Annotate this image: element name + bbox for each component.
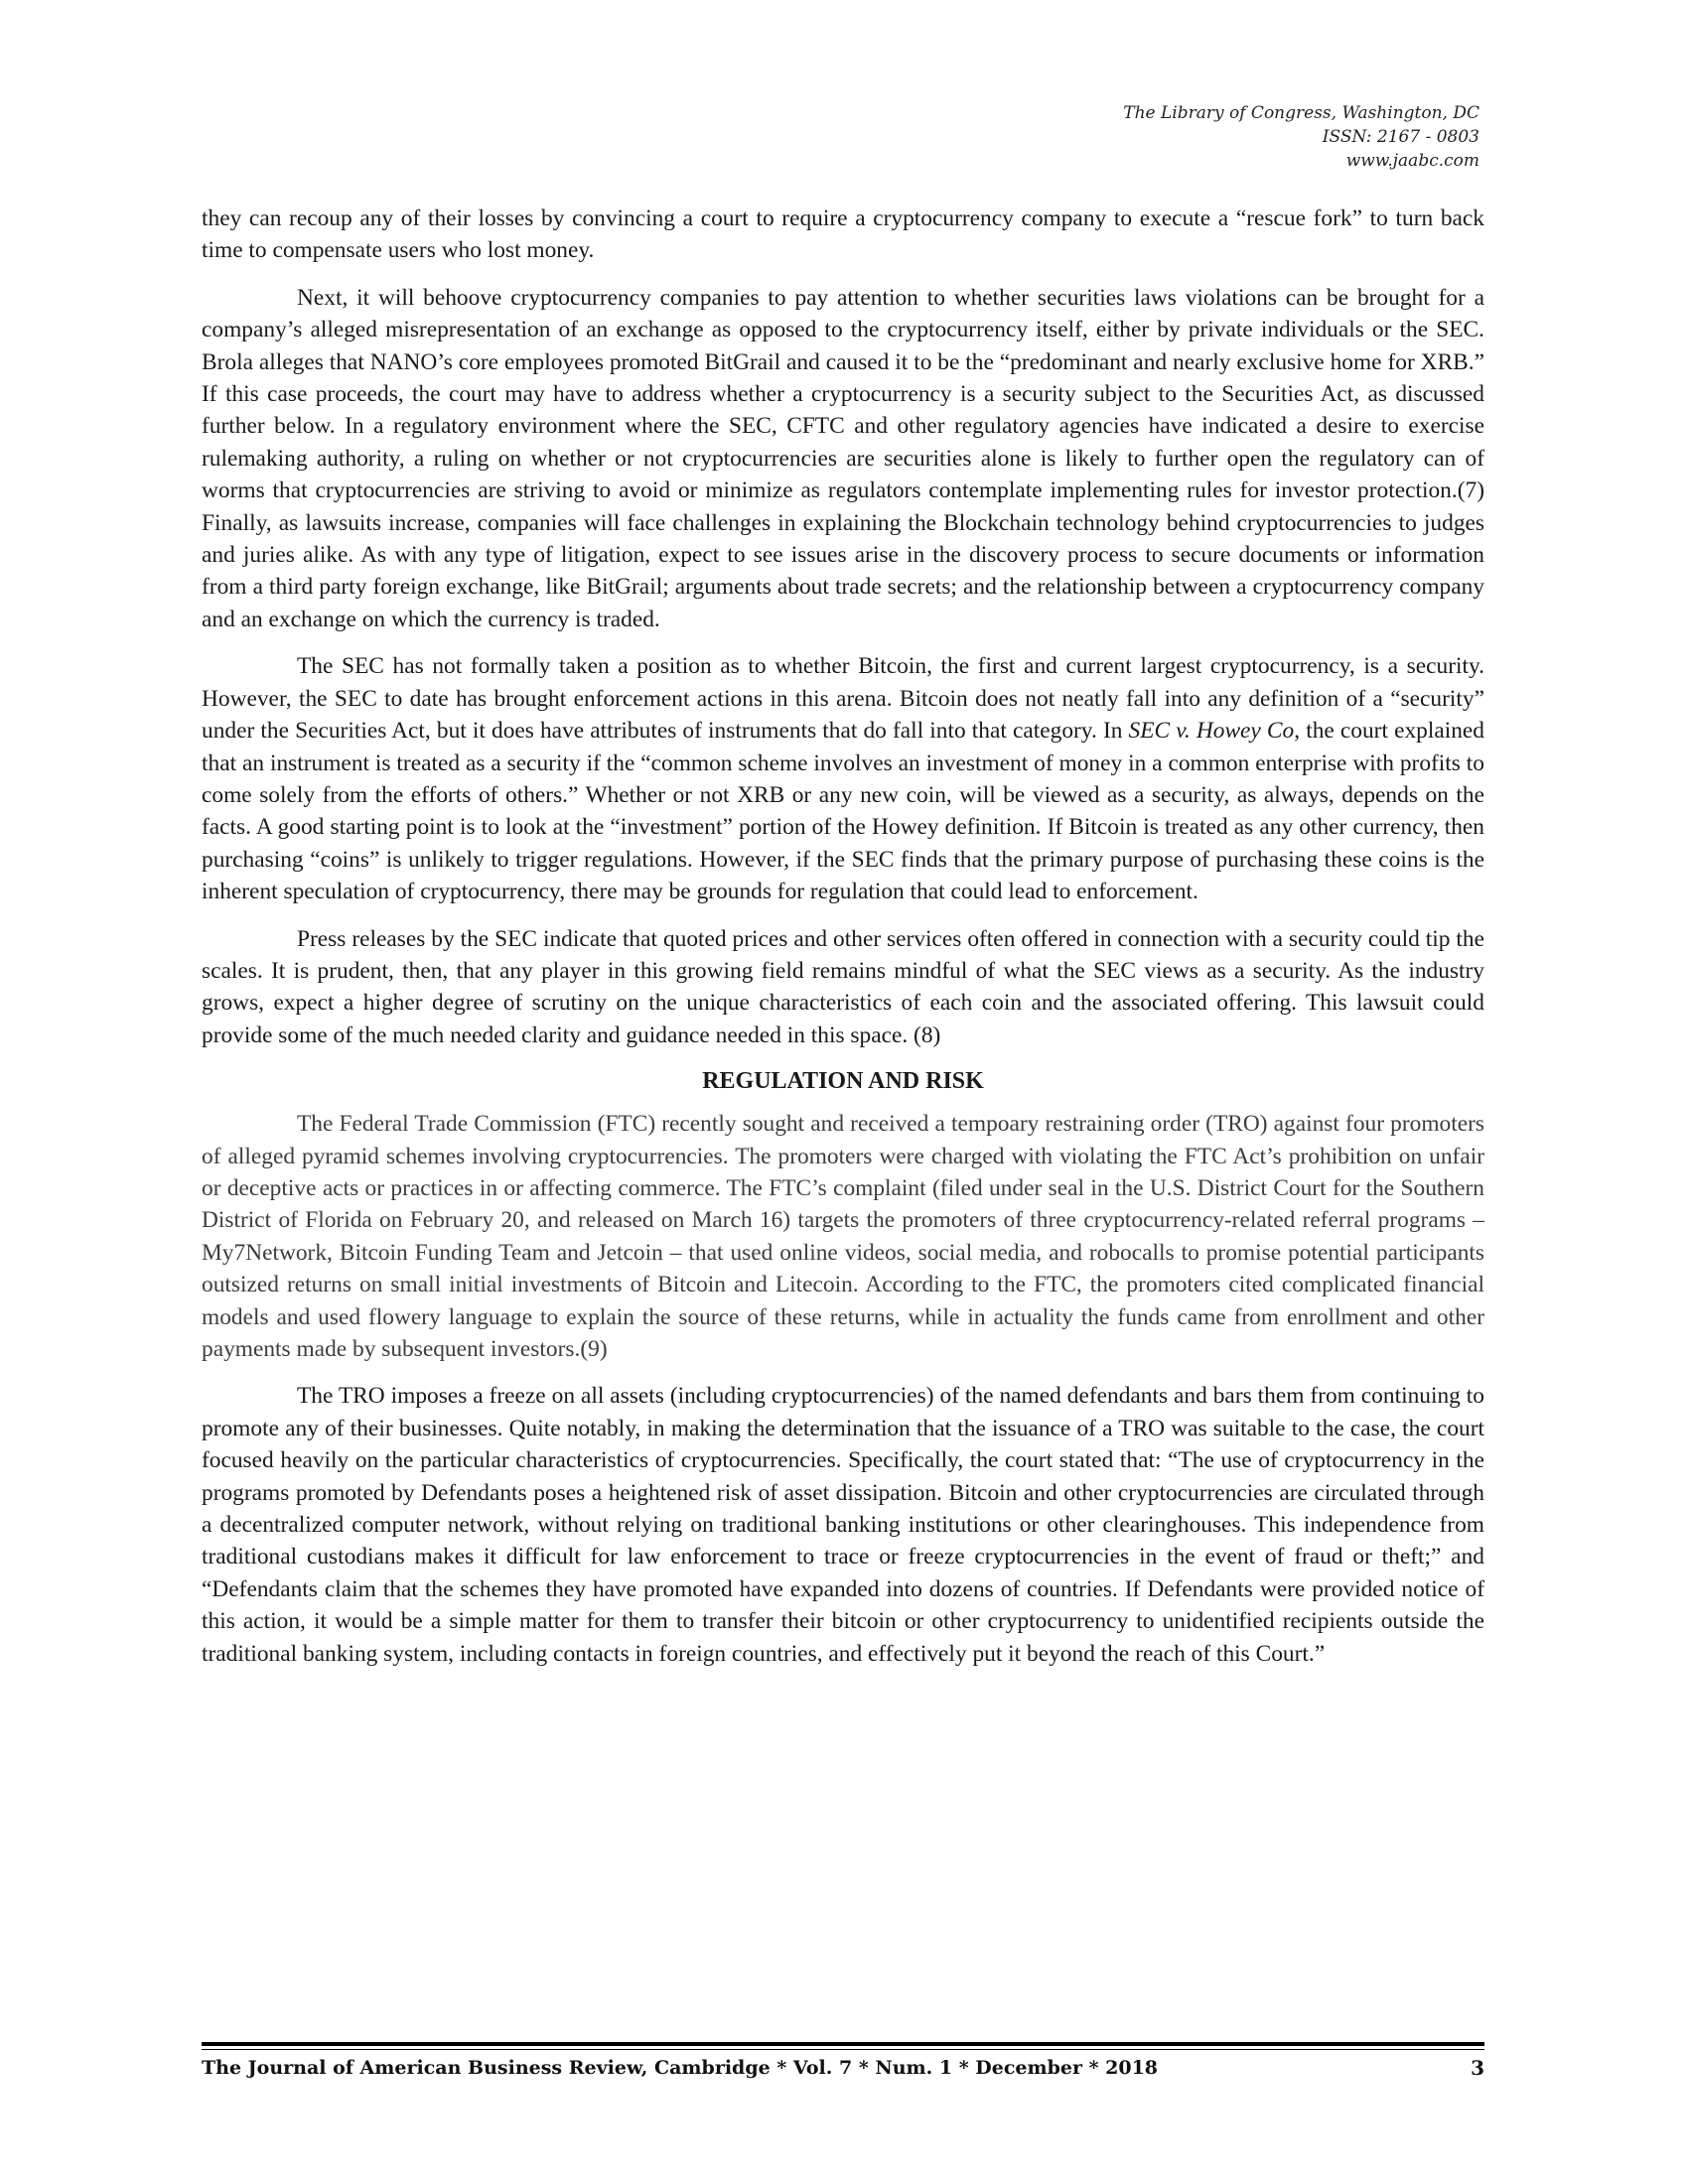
paragraph-tro-freeze: The TRO imposes a freeze on all assets (including cryptocurrencies) of the named defendants and bars them from continuing to promote any of their businesses. Quite notably, in making the determination that the issuance of a TRO was suitable to the case, the court focused heavily on the particular characteristics of cryptocurrencies. Specifically, the court stated that: “The use of cryptocurrency in the programs promoted by Defendants poses a heightened risk of asset dissipation. Bitcoin and other cryptocurrencies are circulated through a decentralized computer network, without relying on traditional banking institutions or other clearinghouses. This independence from traditional custodians makes it difficult for law enforcement to trace or freeze cryptocurrencies in the event of fraud or theft;” and “Defendants claim that the schemes they have promoted have expanded into dozens of countries. If Defendants were provided notice of this action, it would be a simple matter for them to transfer their bitcoin or other cryptocurrency to unidentified recipients outside the traditional banking system, including contacts in foreign countries, and effectively put it beyond the reach of this Court.”	[202, 1383, 1484, 1667]
paragraph-text: The SEC has not formally taken a position as to whether Bitcoin, the first and current largest cryptocurrency, is a security. However, the SEC to date has brought enforcement actions in this arena. Bitcoin does not neatly fall into any definition of a “security” under the Securities Act, but it does have attributes of instruments that do fall into that category. In	[202, 653, 1484, 745]
header-issn-line: ISSN: 2167 - 0803	[1322, 127, 1479, 147]
paragraph-rescue-fork: they can recoup any of their losses by convincing a court to require a cryptocurrency company to execute a “rescue fork” to turn back time to compensate users who lost money.	[202, 205, 1484, 264]
paragraph-press-releases: Press releases by the SEC indicate that quoted prices and other services often offered in connection with a security could tip the scales. It is prudent, then, that any player in this growing field remains mindful of what the SEC views as a security. As the industry grows, expect a higher degree of scrutiny on the unique characteristics of each coin and the associated offering. This lawsuit could provide some of the much needed clarity and guidance needed in this space. (8)	[202, 925, 1484, 1048]
page-number: 3	[1471, 2056, 1484, 2080]
footer-journal-citation: The Journal of American Business Review, Cambridge * Vol. 7 * Num. 1 * December * 2018	[202, 2057, 1159, 2079]
article-body	[202, 203, 1484, 1685]
header-website-link[interactable]: www.jaabc.com	[1345, 151, 1479, 171]
running-header	[784, 101, 1479, 173]
paragraph-bitcoin-security	[202, 650, 1484, 907]
header-library-line: The Library of Congress, Washington, DC	[1123, 103, 1479, 123]
footer-divider-thin	[202, 2049, 1484, 2050]
paragraph-text: , the court explained that an instrument is treated as a security if the “common scheme involves an investment of money in a common enterprise with profits to come solely from the efforts of others.” Whether or not XRB or any new coin, will be viewed as a security, as always, depends on the facts. A good starting point is to look at the “investment” portion of the Howey definition. If Bitcoin is treated as any other currency, then purchasing “coins” is unlikely to trigger regulations. However, if the SEC finds that the primary purpose of purchasing these coins is the inherent speculation of cryptocurrency, there may be grounds for regulation that could lead to enforcement.	[202, 718, 1484, 905]
paragraph-securities-violations: Next, it will behoove cryptocurrency companies to pay attention to whether securities laws violations can be brought for a company’s alleged misrepresentation of an exchange as opposed to the cryptocurrency itself, either by private individuals or the SEC. Brola alleges that NANO’s core employees promoted BitGrail and caused it to be the “predominant and nearly exclusive home for XRB.” If this case proceeds, the court may have to address whether a cryptocurrency is a security subject to the Securities Act, as discussed further below. In a regulatory environment where the SEC, CFTC and other regulatory agencies have indicated a desire to exercise rulemaking authority, a ruling on whether or not cryptocurrencies are securities alone is likely to further open the regulatory can of worms that cryptocurrencies are striving to avoid or minimize as regulators contemplate implementing rules for investor protection.(7) Finally, as lawsuits increase, companies will face challenges in explaining the Blockchain technology behind cryptocurrencies to judges and juries alike. As with any type of litigation, expect to see issues arise in the discovery process to secure documents or information from a third party foreign exchange, like BitGrail; arguments about trade secrets; and the relationship between a cryptocurrency company and an exchange on which the currency is traded.	[202, 284, 1484, 632]
footer-divider-thick	[202, 2042, 1484, 2046]
case-citation: SEC v. Howey Co	[1128, 718, 1295, 745]
paragraph-ftc-tro: The Federal Trade Commission (FTC) recently sought and received a tempoary restraining order (TRO) against four promoters of alleged pyramid schemes involving cryptocurrencies. The promoters were charged with violating the FTC Act’s prohibition on unfair or deceptive acts or practices in or affecting commerce. The FTC’s complaint (filed under seal in the U.S. District Court for the Southern District of Florida on February 20, and released on March 16) targets the promoters of three cryptocurrency-related referral programs – My7Network, Bitcoin Funding Team and Jetcoin – that used online videos, social media, and robocalls to promise potential participants outsized returns on small initial investments of Bitcoin and Litecoin. According to the FTC, the promoters cited complicated financial models and used flowery language to explain the source of these returns, while in actuality the funds came from enrollment and other payments made by subsequent investors.(9)	[202, 1111, 1484, 1362]
section-heading: REGULATION AND RISK	[702, 1068, 984, 1095]
